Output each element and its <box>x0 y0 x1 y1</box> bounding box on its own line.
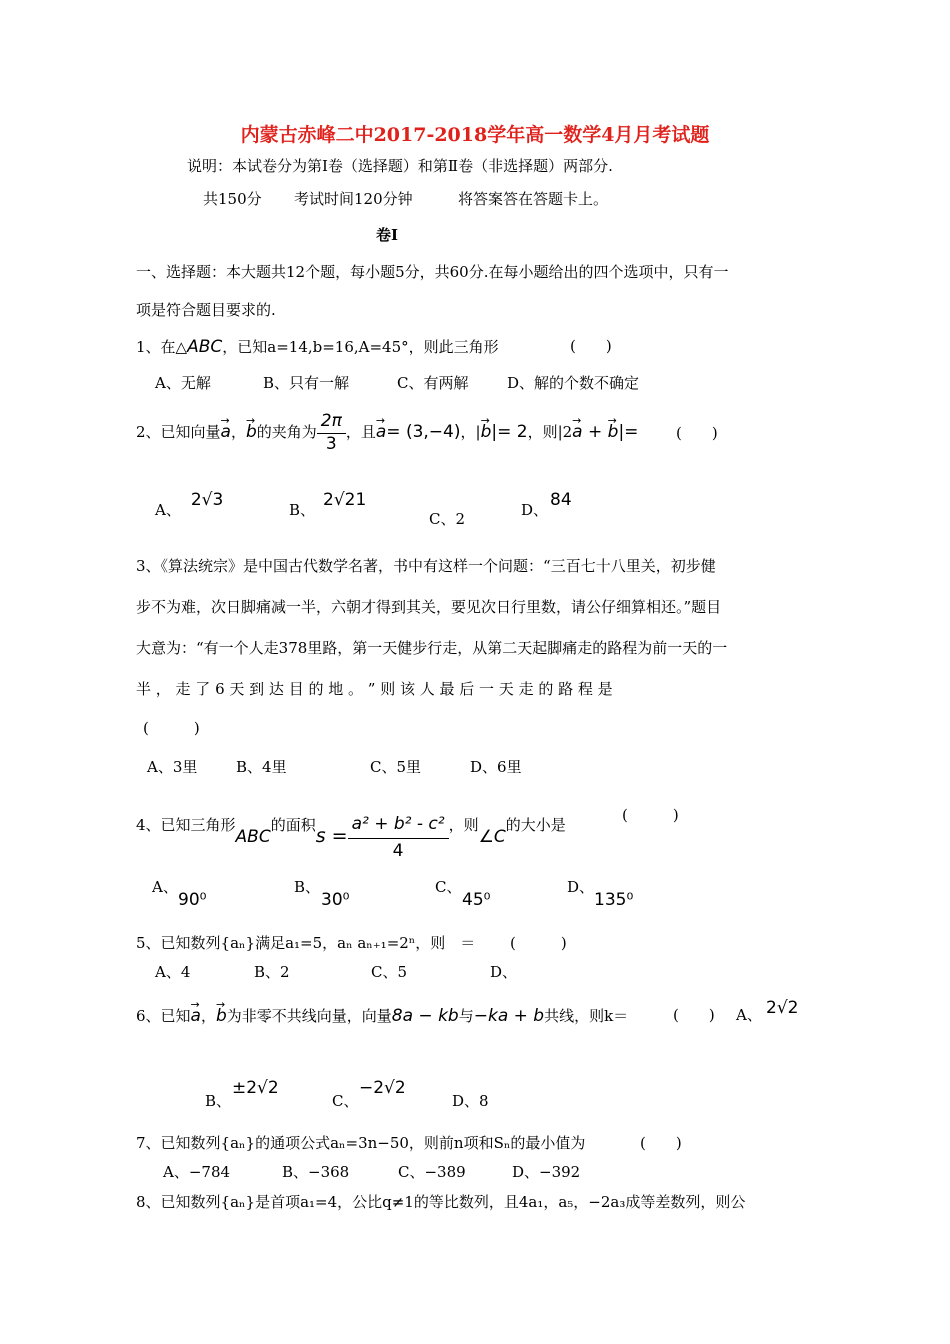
q6-expr2: −ka + b <box>473 1006 545 1026</box>
q4-fraction <box>348 812 449 864</box>
q6-vector-b: → b <box>216 996 227 1036</box>
q1-option-d: D、解的个数不确定 <box>507 374 640 392</box>
volume-label: 卷I <box>376 226 399 244</box>
question-8: 8、已知数列{aₙ}是首项a₁=4，公比q≠1的等比数列，且4a₁，a₅，−2a₃成等差数列，则公 <box>136 1193 746 1211</box>
q6-opt-d-label: D、 <box>452 1092 480 1110</box>
q2-option-a <box>155 490 224 520</box>
q4-option-a-value: 90⁰ <box>178 890 207 910</box>
q4-option-d-value: 135⁰ <box>594 890 634 910</box>
question-6 <box>136 996 628 1036</box>
q4-option-c-value: 45⁰ <box>462 890 491 910</box>
q2-comma: ， <box>230 423 246 441</box>
q2-angle-text: 的夹角为 <box>256 423 317 441</box>
q2-opt-b-label: B、 <box>289 501 316 519</box>
q4-prefix: 4、已知三角形 <box>136 816 236 834</box>
question-7: 7、已知数列{aₙ}的通项公式aₙ=3n−50，则前n项和Sₙ的最小值为 <box>136 1134 586 1152</box>
q4-s-eq: s = <box>315 825 348 847</box>
intro-note: 说明：本试卷分为第Ⅰ卷（选择题）和第Ⅱ卷（非选择题）两部分. <box>187 157 613 175</box>
q5-option-c: C、5 <box>371 963 408 981</box>
q6-comma: ， <box>200 1007 216 1025</box>
q6-end: 共线，则k＝ <box>544 1007 629 1025</box>
q4-frac-den: 4 <box>392 840 404 861</box>
q2-opt-b-value: 2√21 <box>323 490 367 510</box>
q2-opt-a-label: A、 <box>155 501 181 519</box>
q5-option-a: A、4 <box>155 963 191 981</box>
q2-opt-c-value: 2 <box>455 510 466 528</box>
q3-option-c: C、5里 <box>370 758 422 776</box>
q4-then: ，则 <box>448 816 479 834</box>
q3-line-3: 大意为：“有一个人走378里路，第一天健步行走，从第二天起脚痛走的路程为前一天的一 <box>136 639 728 657</box>
q3-option-b: B、4里 <box>236 758 287 776</box>
q1-text: ，已知a=14,b=16,A=45°，则此三角形 <box>222 338 499 356</box>
q4-option-b-label: B、 <box>294 878 321 896</box>
q2-opt-d-label: D、 <box>521 501 549 519</box>
q3-line-2: 步不为难，次日脚痛减一半，六朝才得到其关，要见次日行里数，请公仔细算相还。”题目 <box>136 598 722 616</box>
vector-b-3: → b <box>608 404 619 460</box>
q2-and: ，且 <box>345 423 376 441</box>
section-header-line2: 项是符合题目要求的. <box>136 301 276 319</box>
q7-option-c: C、−389 <box>398 1163 466 1181</box>
question-4 <box>136 800 566 861</box>
q4-rest: 的大小是 <box>505 816 566 834</box>
vector-a-2: → a <box>376 404 386 460</box>
q2-option-c <box>429 510 465 528</box>
q2-opt-d-value: 84 <box>550 490 572 510</box>
q3-line-1: 3、《算法统宗》是中国古代数学名著，书中有这样一个问题：“三百七十八里关，初步健 <box>136 557 716 575</box>
q4-area-text: 的面积 <box>270 816 316 834</box>
q2-a-value: = (3,−4) <box>386 422 461 442</box>
q2-option-d <box>521 490 572 520</box>
q6-mid: 为非零不共线向量，向量 <box>226 1007 392 1025</box>
q6-prefix: 6、已知 <box>136 1007 191 1025</box>
q5-answer-paren: ( ) <box>510 934 567 952</box>
vector-b-2: → b <box>481 404 492 460</box>
q6-option-c-value: −2√2 <box>359 1078 406 1098</box>
q3-line-4: 半 ， 走 了 6 天 到 达 目 的 地 。 ” 则 该 人 最 后 一 天 走 的 路 程 是 <box>136 680 613 698</box>
q2-bmod-pre: ，| <box>460 423 481 441</box>
q6-option-c-label: C、 <box>332 1092 359 1110</box>
q6-expr1: 8a − kb <box>391 1006 459 1026</box>
q2-plus: + <box>582 422 608 442</box>
question-1 <box>136 337 499 357</box>
q4-frac-num: a² + b² - c² <box>348 812 449 839</box>
q5-option-d: D、 <box>490 963 518 981</box>
q6-opt-d-value: 8 <box>479 1092 489 1110</box>
q6-vector-a: → a <box>191 996 201 1036</box>
q3-answer-paren: ( ) <box>143 719 200 737</box>
q7-option-a: A、−784 <box>163 1163 231 1181</box>
q2-answer-paren: ( ) <box>676 424 718 442</box>
q1-option-c: C、有两解 <box>397 374 469 392</box>
vector-a: → a <box>221 404 231 460</box>
q2-then: ，则|2 <box>527 423 573 441</box>
q1-option-a: A、无解 <box>155 374 211 392</box>
q1-option-b: B、只有一解 <box>263 374 350 392</box>
q4-angle: ∠C <box>478 827 506 847</box>
q2-opt-a-value: 2√3 <box>190 490 224 510</box>
q3-option-a: A、3里 <box>147 758 198 776</box>
q2-end: |= <box>618 422 639 442</box>
exam-time: 考试时间120分钟 <box>294 190 413 208</box>
q1-abc: ABC <box>187 337 223 357</box>
q7-option-d: D、−392 <box>512 1163 581 1181</box>
vector-b: → b <box>246 404 257 460</box>
section-header-line1: 一、选择题：本大题共12个题，每小题5分，共60分.在每小题给出的四个选项中，只有一 <box>136 263 729 281</box>
q2-fraction <box>317 411 346 455</box>
q6-option-b-label: B、 <box>205 1092 232 1110</box>
total-score: 共150分 <box>203 190 262 208</box>
q2-prefix: 2、已知向量 <box>136 423 221 441</box>
q3-option-d: D、6里 <box>470 758 522 776</box>
q6-option-b-value: ±2√2 <box>232 1078 279 1098</box>
q7-option-b: B、−368 <box>282 1163 350 1181</box>
q2-opt-c-label: C、 <box>429 510 456 528</box>
q6-answer-paren: ( ) <box>673 1006 715 1024</box>
q4-answer-paren: ( ) <box>622 806 679 824</box>
q4-abc: ABC <box>235 827 271 847</box>
q6-with: 与 <box>458 1007 474 1025</box>
exam-title: 内蒙古赤峰二中2017-2018学年高一数学4月月考试题 <box>240 124 710 146</box>
q6-option-a-label: A、 <box>736 1006 762 1024</box>
q2-bmod-post: |= 2 <box>491 422 528 442</box>
q6-option-a-value: 2√2 <box>766 998 799 1018</box>
q7-answer-paren: ( ) <box>640 1134 682 1152</box>
q1-answer-paren: ( ) <box>570 337 612 355</box>
q4-option-d-label: D、 <box>567 878 595 896</box>
q2-option-b <box>289 490 367 520</box>
question-5: 5、已知数列{aₙ}满足a₁=5，aₙ aₙ₊₁=2ⁿ，则 ＝ <box>136 934 476 952</box>
vector-a-3: → a <box>572 404 582 460</box>
q4-option-c-label: C、 <box>435 878 462 896</box>
q4-option-a-label: A、 <box>152 878 178 896</box>
q2-frac-num: 2π <box>317 411 346 433</box>
q2-frac-den: 3 <box>325 433 337 454</box>
q4-option-b-value: 30⁰ <box>321 890 350 910</box>
q5-option-b: B、2 <box>254 963 290 981</box>
q1-prefix: 1、在△ <box>136 338 188 356</box>
q6-option-d <box>452 1092 489 1110</box>
question-2 <box>136 404 638 460</box>
answer-note: 将答案答在答题卡上。 <box>458 190 609 208</box>
